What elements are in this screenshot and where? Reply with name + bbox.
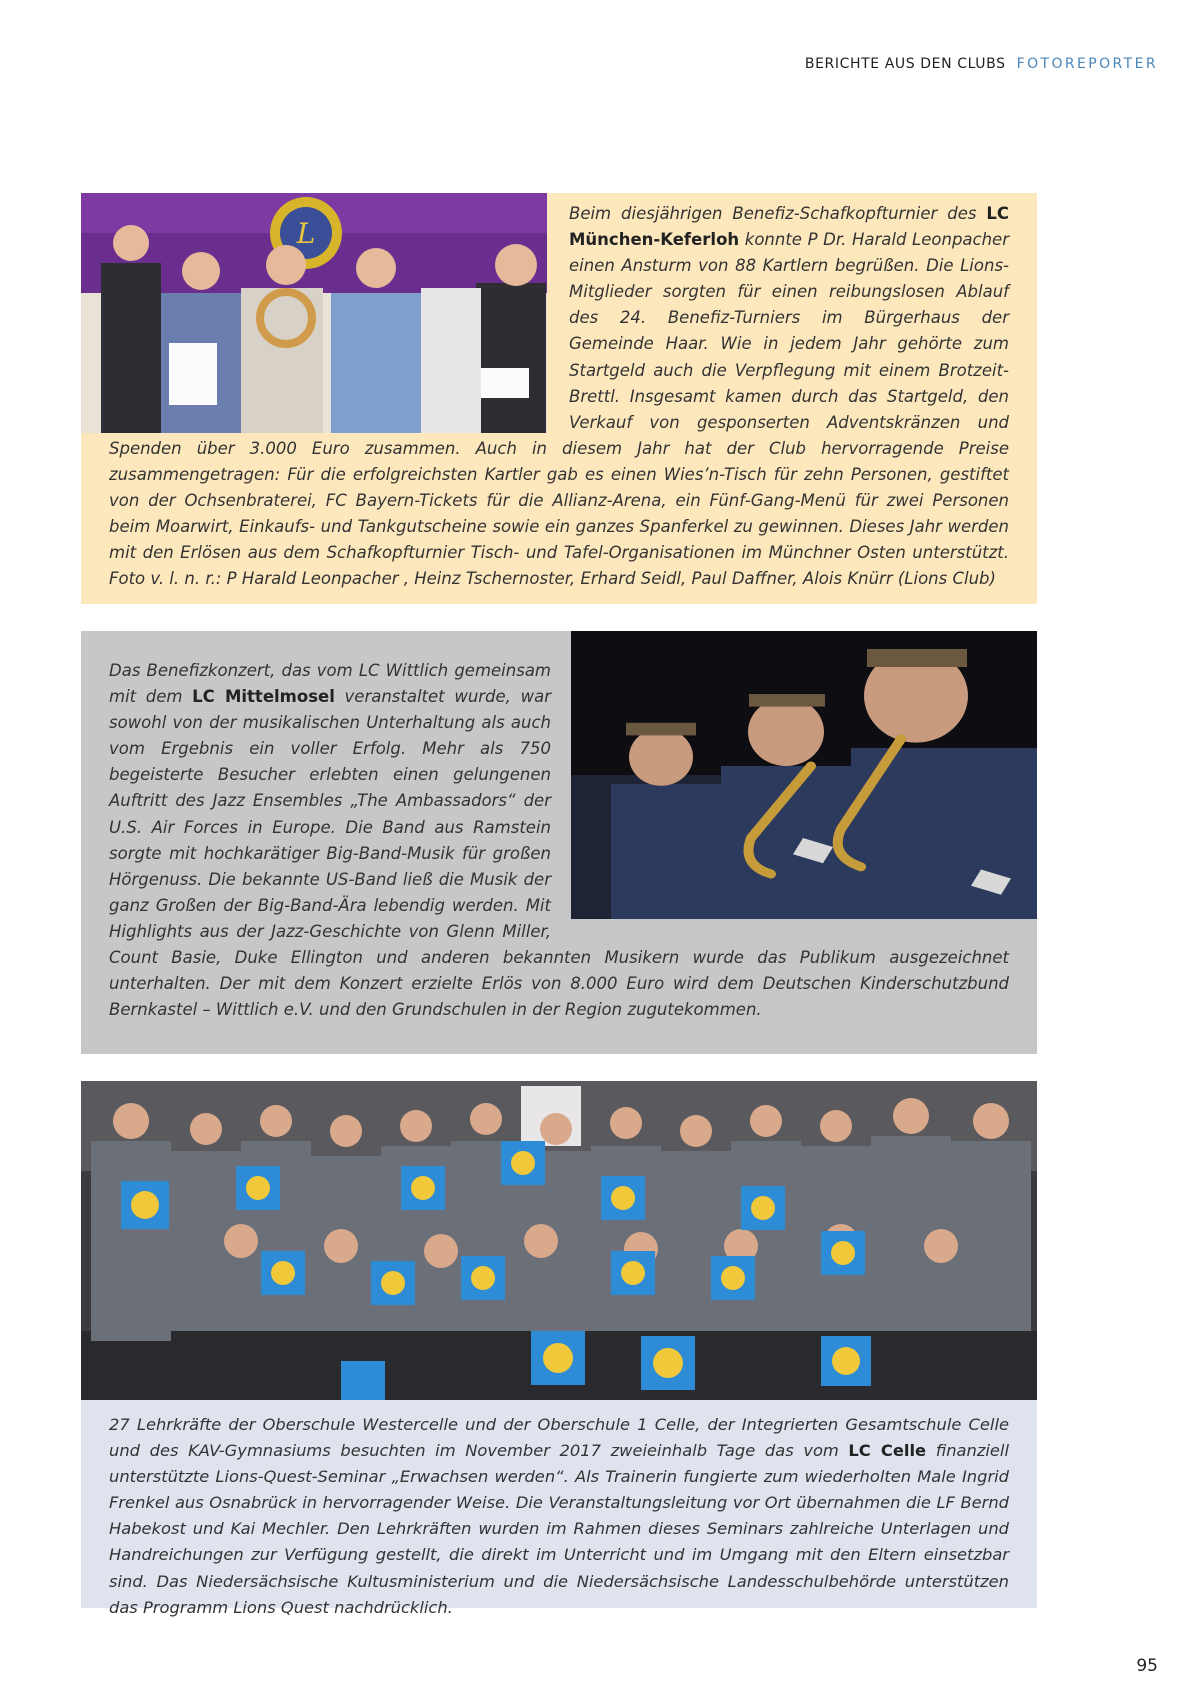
section-title: BERICHTE AUS DEN CLUBS [804, 56, 1006, 72]
club-name: LC München-Keferloh [569, 204, 1009, 250]
photo-lions-quest-group [81, 1081, 1037, 1400]
article-celle-body: finanziell unterstützte Lions-Quest-Seminar „Erwachsen werden“. Als Trainerin fungierte zum wiederholten Male Ingrid Frenkel aus Osnabrück in hervorragender Weise. Die Veranstaltungsleitung vor Ort übernahmen die LF Bernd Habekost und Kai Mechler. Den Lehrkräften wurden im Rahmen dieses Seminars zahlreiche Unterlagen und Handreichungen zur Verfügung gestellt, die direkt im Unterricht und im Umgang mit den Eltern einsetzbar sind. Das Niedersächsische Kultusministerium und die Niedersächsische Landesschulbehörde unterstützen das Programm Lions Quest nachdrücklich. [109, 1441, 1009, 1617]
article-celle-lead: 27 Lehrkräfte der Oberschule Westercelle und der Oberschule 1 Celle, der Integrierten Gesamtschule Celle und des KAV-Gymnasiums besuchten im November 2017 zweieinhalb Tage das vom [109, 1415, 1009, 1461]
article-mittelmosel-body: veranstaltet wurde, war sowohl von der musikalischen Unterhaltung als auch vom Ergebnis ein voller Erfolg. Mehr als 750 begeisterte Besucher erlebten einen gelungenen Auftritt des Jazz Ensembles „The Ambassadors“ der U.S. Air Forces in Europe. Die Band aus Ramstein sorgte mit hochkarätiger Big-Band-Musik für großen Hörgenuss. Die bekannte US-Band ließ die Musik der ganz Großen der Big-Band-Ära lebendig werden. Mit Highlights aus der Jazz-Geschichte von Glenn Miller, Count Basie, Duke Ellington und anderen bekannten Musikern wurde das Publikum ausgezeichnet unterhalten. Der mit dem Konzert erzielte Erlös von 8.000 Euro wird dem Deutschen Kinderschutzbund Bernkastel – Wittlich e.V. und den Grundschulen in der Region zugutekommen. [109, 687, 1009, 1020]
article-keferloh-body: konnte P Dr. Harald Leonpacher einen Ansturm von 88 Kartlern begrüßen. Die Lions-Mitglieder sorgten für einen reibungslosen Ablauf des 24. Benefiz-Turniers im Bürgerhaus der Gemeinde Haar. Wie in jedem Jahr gehörte zum Startgeld auch die Verpflegung mit einem Brotzeit-Brettl. Insgesamt kamen durch das Startgeld, den Verkauf von gesponserten Adventskränzen und Spenden über 3.000 Euro zusammen. Auch in diesem Jahr hat der Club hervorragende Preise zusammengetragen: Für die erfolgreichsten Kartler gab es einen Wies’n-Tisch für zehn Personen, gestiftet von der Ochsenbraterei, FC Bayern-Tickets für die Allianz-Arena, ein Fünf-Gang-Menü für zwei Personen beim Moarwirt, Einkaufs- und Tankgutscheine sowie ein ganzes Spanferkel zu gewinnen. Dieses Jahr werden mit den Erlösen aus dem Schafkopfturnier Tisch- und Tafel-Organisationen im Münchner Osten unterstützt. Foto v. l. n. r.: P Harald Leonpacher , Heinz Tschernoster, Erhard Seidl, Paul Daffner, Alois Knürr (Lions Club) [109, 230, 1009, 589]
article-keferloh [81, 193, 1037, 604]
article-celle-text [109, 1412, 1009, 1621]
running-header [805, 56, 1158, 72]
photo-jazz-band [571, 631, 1037, 919]
svg-text:L: L [296, 217, 316, 250]
club-name: LC Mittelmosel [192, 687, 335, 707]
page-number: 95 [1136, 1656, 1158, 1676]
article-keferloh-text [109, 201, 1009, 592]
article-mittelmosel [81, 631, 1037, 1054]
subsection-title: FOTOREPORTER [1016, 56, 1158, 72]
article-mittelmosel-text [109, 658, 1009, 1023]
club-name: LC Celle [848, 1441, 927, 1461]
photo-schafkopf-group [81, 193, 547, 433]
article-mittelmosel-lead: Das Benefizkonzert, das vom LC Wittlich gemeinsam mit dem [109, 661, 551, 707]
article-celle [81, 1400, 1037, 1617]
article-keferloh-lead: Beim diesjährigen Benefiz-Schafkopfturnier des [569, 204, 987, 223]
